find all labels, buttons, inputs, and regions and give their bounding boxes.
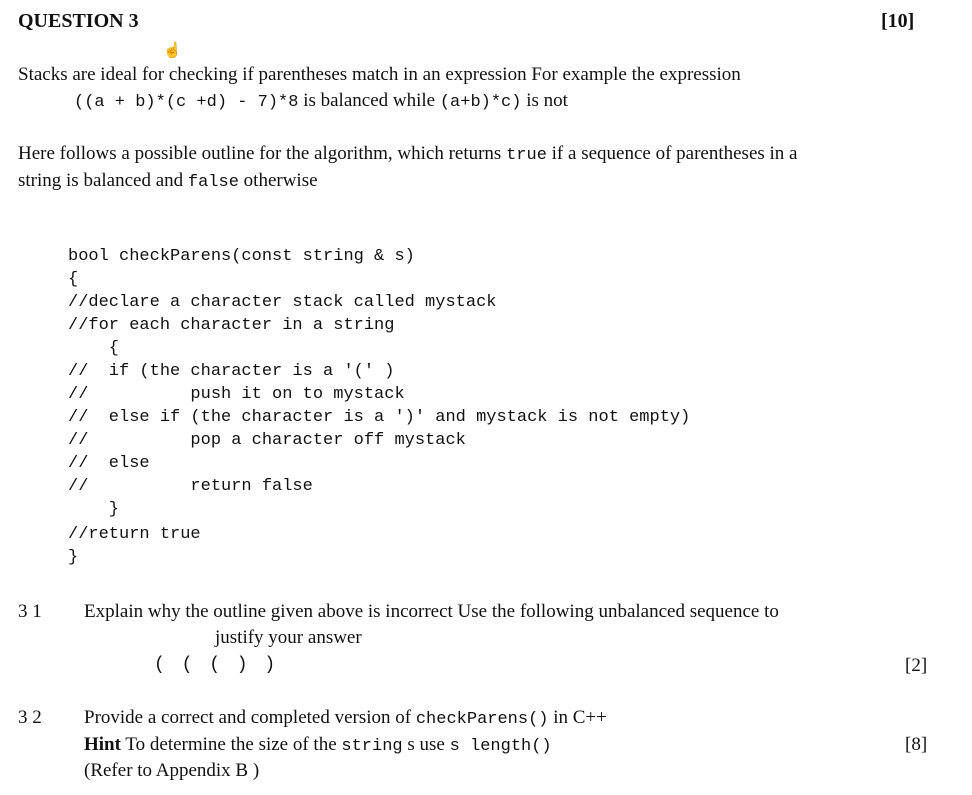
code-line: // else if (the character is a ')' and mystack is not empty) <box>68 408 691 427</box>
outline-pre: Here follows a possible outline for the algorithm, which returns <box>18 143 507 164</box>
false-keyword: false <box>187 173 239 192</box>
question-marks: [10] <box>881 10 915 32</box>
code-line: //declare a character stack called mystack <box>68 293 497 312</box>
q31-text-2: justify your answer <box>215 627 362 648</box>
code-line: // push it on to mystack <box>68 385 405 404</box>
intro-example-line <box>74 90 568 112</box>
code-line: // if (the character is a '(' ) <box>68 362 395 381</box>
q31-number: 3 1 <box>18 601 42 622</box>
q32-text <box>84 707 607 729</box>
outline-mid: if a sequence of parentheses in a <box>546 143 798 164</box>
q32-func: checkParens() <box>415 710 549 729</box>
q32-text-post: in C++ <box>548 707 607 728</box>
unbalanced-expression: (a+b)*c) <box>439 93 522 112</box>
hint-label: Hint <box>84 734 121 755</box>
q32-appendix: (Refer to Appendix B ) <box>84 760 260 781</box>
outline-line2-pre: string is balanced and <box>18 170 188 191</box>
code-line: } <box>68 548 79 567</box>
code-line: // else <box>68 454 150 473</box>
q31-marks: [2] <box>905 655 928 676</box>
balanced-while-text: is balanced while <box>298 90 440 111</box>
code-line: bool checkParens(const string & s) <box>68 247 415 266</box>
code-line: // return false <box>68 477 313 496</box>
question-title: QUESTION 3 <box>18 10 139 32</box>
q32-number: 3 2 <box>18 707 42 728</box>
outline-line-1 <box>18 143 798 165</box>
code-line: // pop a character off mystack <box>68 431 466 450</box>
string-keyword: string <box>341 737 403 756</box>
code-line: //for each character in a string <box>68 316 395 335</box>
hand-cursor-icon: ☝ <box>163 43 182 59</box>
q32-text-pre: Provide a correct and completed version of <box>84 707 416 728</box>
q31-sequence: ( ( ( ) ) <box>154 655 276 675</box>
q31-text: Explain why the outline given above is incorrect Use the following unbalanced sequence to <box>84 601 779 622</box>
intro-line: Stacks are ideal for checking if parentheses match in an expression For example the expression <box>18 64 741 85</box>
code-line: //return true <box>68 525 201 544</box>
true-keyword: true <box>506 146 547 165</box>
hint-pre: To determine the size of the <box>120 734 342 755</box>
code-line: { <box>68 339 120 358</box>
outline-line2-post: otherwise <box>238 170 318 191</box>
q32-marks: [8] <box>905 734 928 755</box>
outline-line-2 <box>18 170 318 192</box>
balanced-expression: ((a + b)*(c +d) - 7)*8 <box>74 93 299 112</box>
code-line: } <box>68 500 120 519</box>
hint-mid: s use <box>402 734 450 755</box>
code-line: { <box>68 270 79 289</box>
is-not-text: is not <box>521 90 568 111</box>
q32-hint <box>84 734 552 756</box>
length-call: s length() <box>449 737 552 756</box>
